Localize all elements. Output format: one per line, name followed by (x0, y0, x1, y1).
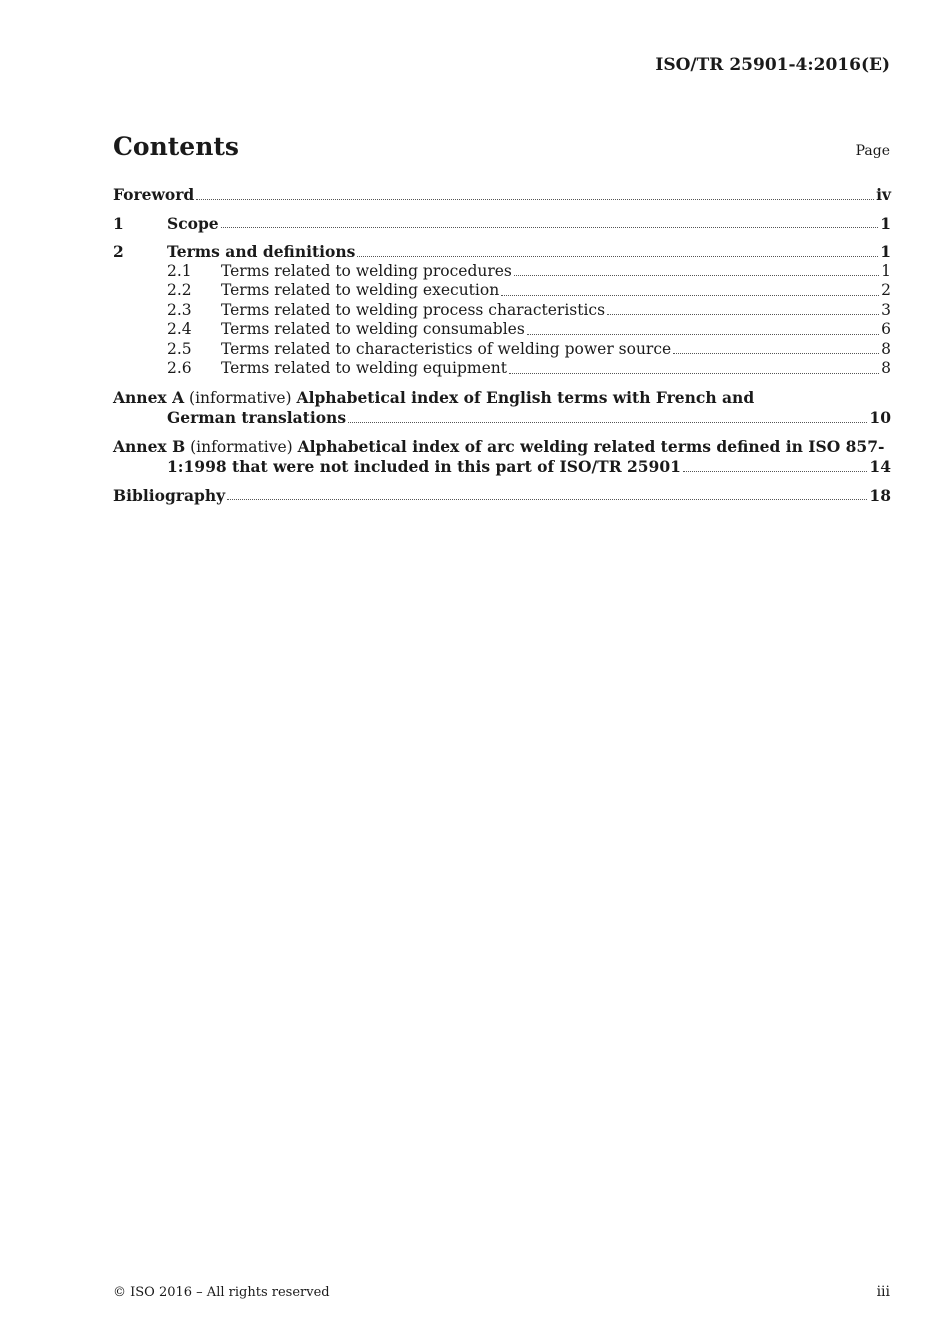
toc-subentry[interactable] (113, 320, 891, 340)
dot-leader (196, 199, 874, 200)
toc-subentry-title: Terms related to welding execution (221, 281, 500, 299)
annex-title-line1: Alphabetical index of English terms with French and (296, 387, 755, 407)
toc-subentry-number: 2.6 (167, 359, 192, 377)
toc-subentry-title: Terms related to characteristics of welding power source (221, 339, 672, 358)
toc-subentry[interactable] (113, 359, 891, 379)
toc-entry-title: Foreword (113, 185, 195, 204)
toc-subentry[interactable] (113, 281, 891, 301)
dot-leader (221, 227, 879, 228)
toc-entry-foreword[interactable] (113, 185, 891, 205)
toc-entry-annex-b[interactable] (113, 437, 891, 477)
table-of-contents (113, 185, 891, 505)
toc-entry-page: 10 (869, 408, 891, 427)
toc-subentry[interactable] (113, 340, 891, 360)
annex-qualifier: (informative) (190, 437, 293, 456)
toc-subentry-number: 2.1 (167, 261, 192, 280)
toc-entry-title: Bibliography (113, 485, 226, 505)
annex-qualifier: (informative) (189, 388, 292, 407)
dot-leader (514, 275, 879, 276)
toc-entry-bibliography[interactable] (113, 486, 891, 506)
dot-leader (348, 422, 867, 423)
contents-heading: Contents (113, 132, 240, 161)
dot-leader (227, 499, 867, 500)
toc-subentry[interactable] (113, 301, 891, 321)
toc-subentry-number: 2.3 (167, 300, 192, 319)
toc-subentry-title: Terms related to welding consumables (221, 320, 525, 338)
dot-leader (509, 373, 879, 374)
annex-label: Annex B (113, 436, 186, 456)
annex-title-line2: German translations (167, 408, 347, 427)
toc-entry-number: 1 (113, 213, 124, 233)
page-number: iii (876, 1284, 890, 1300)
dot-leader (501, 295, 879, 296)
toc-subentry[interactable] (113, 262, 891, 282)
page-column-label: Page (855, 143, 890, 159)
toc-entry-title: Terms and definitions (167, 242, 356, 261)
toc-entry-terms-and-definitions[interactable] (113, 242, 891, 262)
toc-entry-annex-a[interactable] (113, 388, 891, 428)
toc-entry-number: 2 (113, 242, 124, 261)
toc-subentry-page: 8 (881, 359, 891, 377)
toc-subentry-page: 1 (881, 261, 891, 280)
toc-subentry-number: 2.2 (167, 281, 192, 299)
document-identifier: ISO/TR 25901-4:2016(E) (655, 55, 890, 75)
toc-entry-title: Scope (167, 213, 219, 233)
dot-leader (673, 353, 879, 354)
toc-subentry-number: 2.5 (167, 339, 192, 358)
toc-entry-page: 1 (880, 213, 891, 233)
toc-subentry-page: 6 (881, 320, 891, 338)
toc-entry-page: 1 (880, 242, 891, 261)
toc-subentry-title: Terms related to welding equipment (221, 359, 507, 377)
toc-entry-page: iv (876, 185, 891, 204)
toc-entry-page: 18 (869, 485, 891, 505)
toc-entry-page: 14 (869, 457, 891, 476)
dot-leader (527, 334, 879, 335)
copyright-notice: © ISO 2016 – All rights reserved (113, 1285, 330, 1300)
dot-leader (683, 471, 868, 472)
dot-leader (607, 314, 879, 315)
toc-subentry-page: 3 (881, 300, 891, 319)
toc-subentry-title: Terms related to welding procedures (221, 261, 512, 280)
toc-subentry-page: 2 (881, 281, 891, 299)
annex-label: Annex A (113, 387, 185, 407)
toc-subentry-page: 8 (881, 339, 891, 358)
toc-subentry-title: Terms related to welding process characteristics (221, 300, 606, 319)
toc-entry-scope[interactable] (113, 214, 891, 234)
annex-title-line1: Alphabetical index of arc welding related terms defined in ISO 857- (297, 436, 885, 456)
dot-leader (357, 256, 878, 257)
annex-title-line2: 1:1998 that were not included in this part of ISO/TR 25901 (167, 457, 681, 476)
toc-subentry-number: 2.4 (167, 320, 192, 338)
